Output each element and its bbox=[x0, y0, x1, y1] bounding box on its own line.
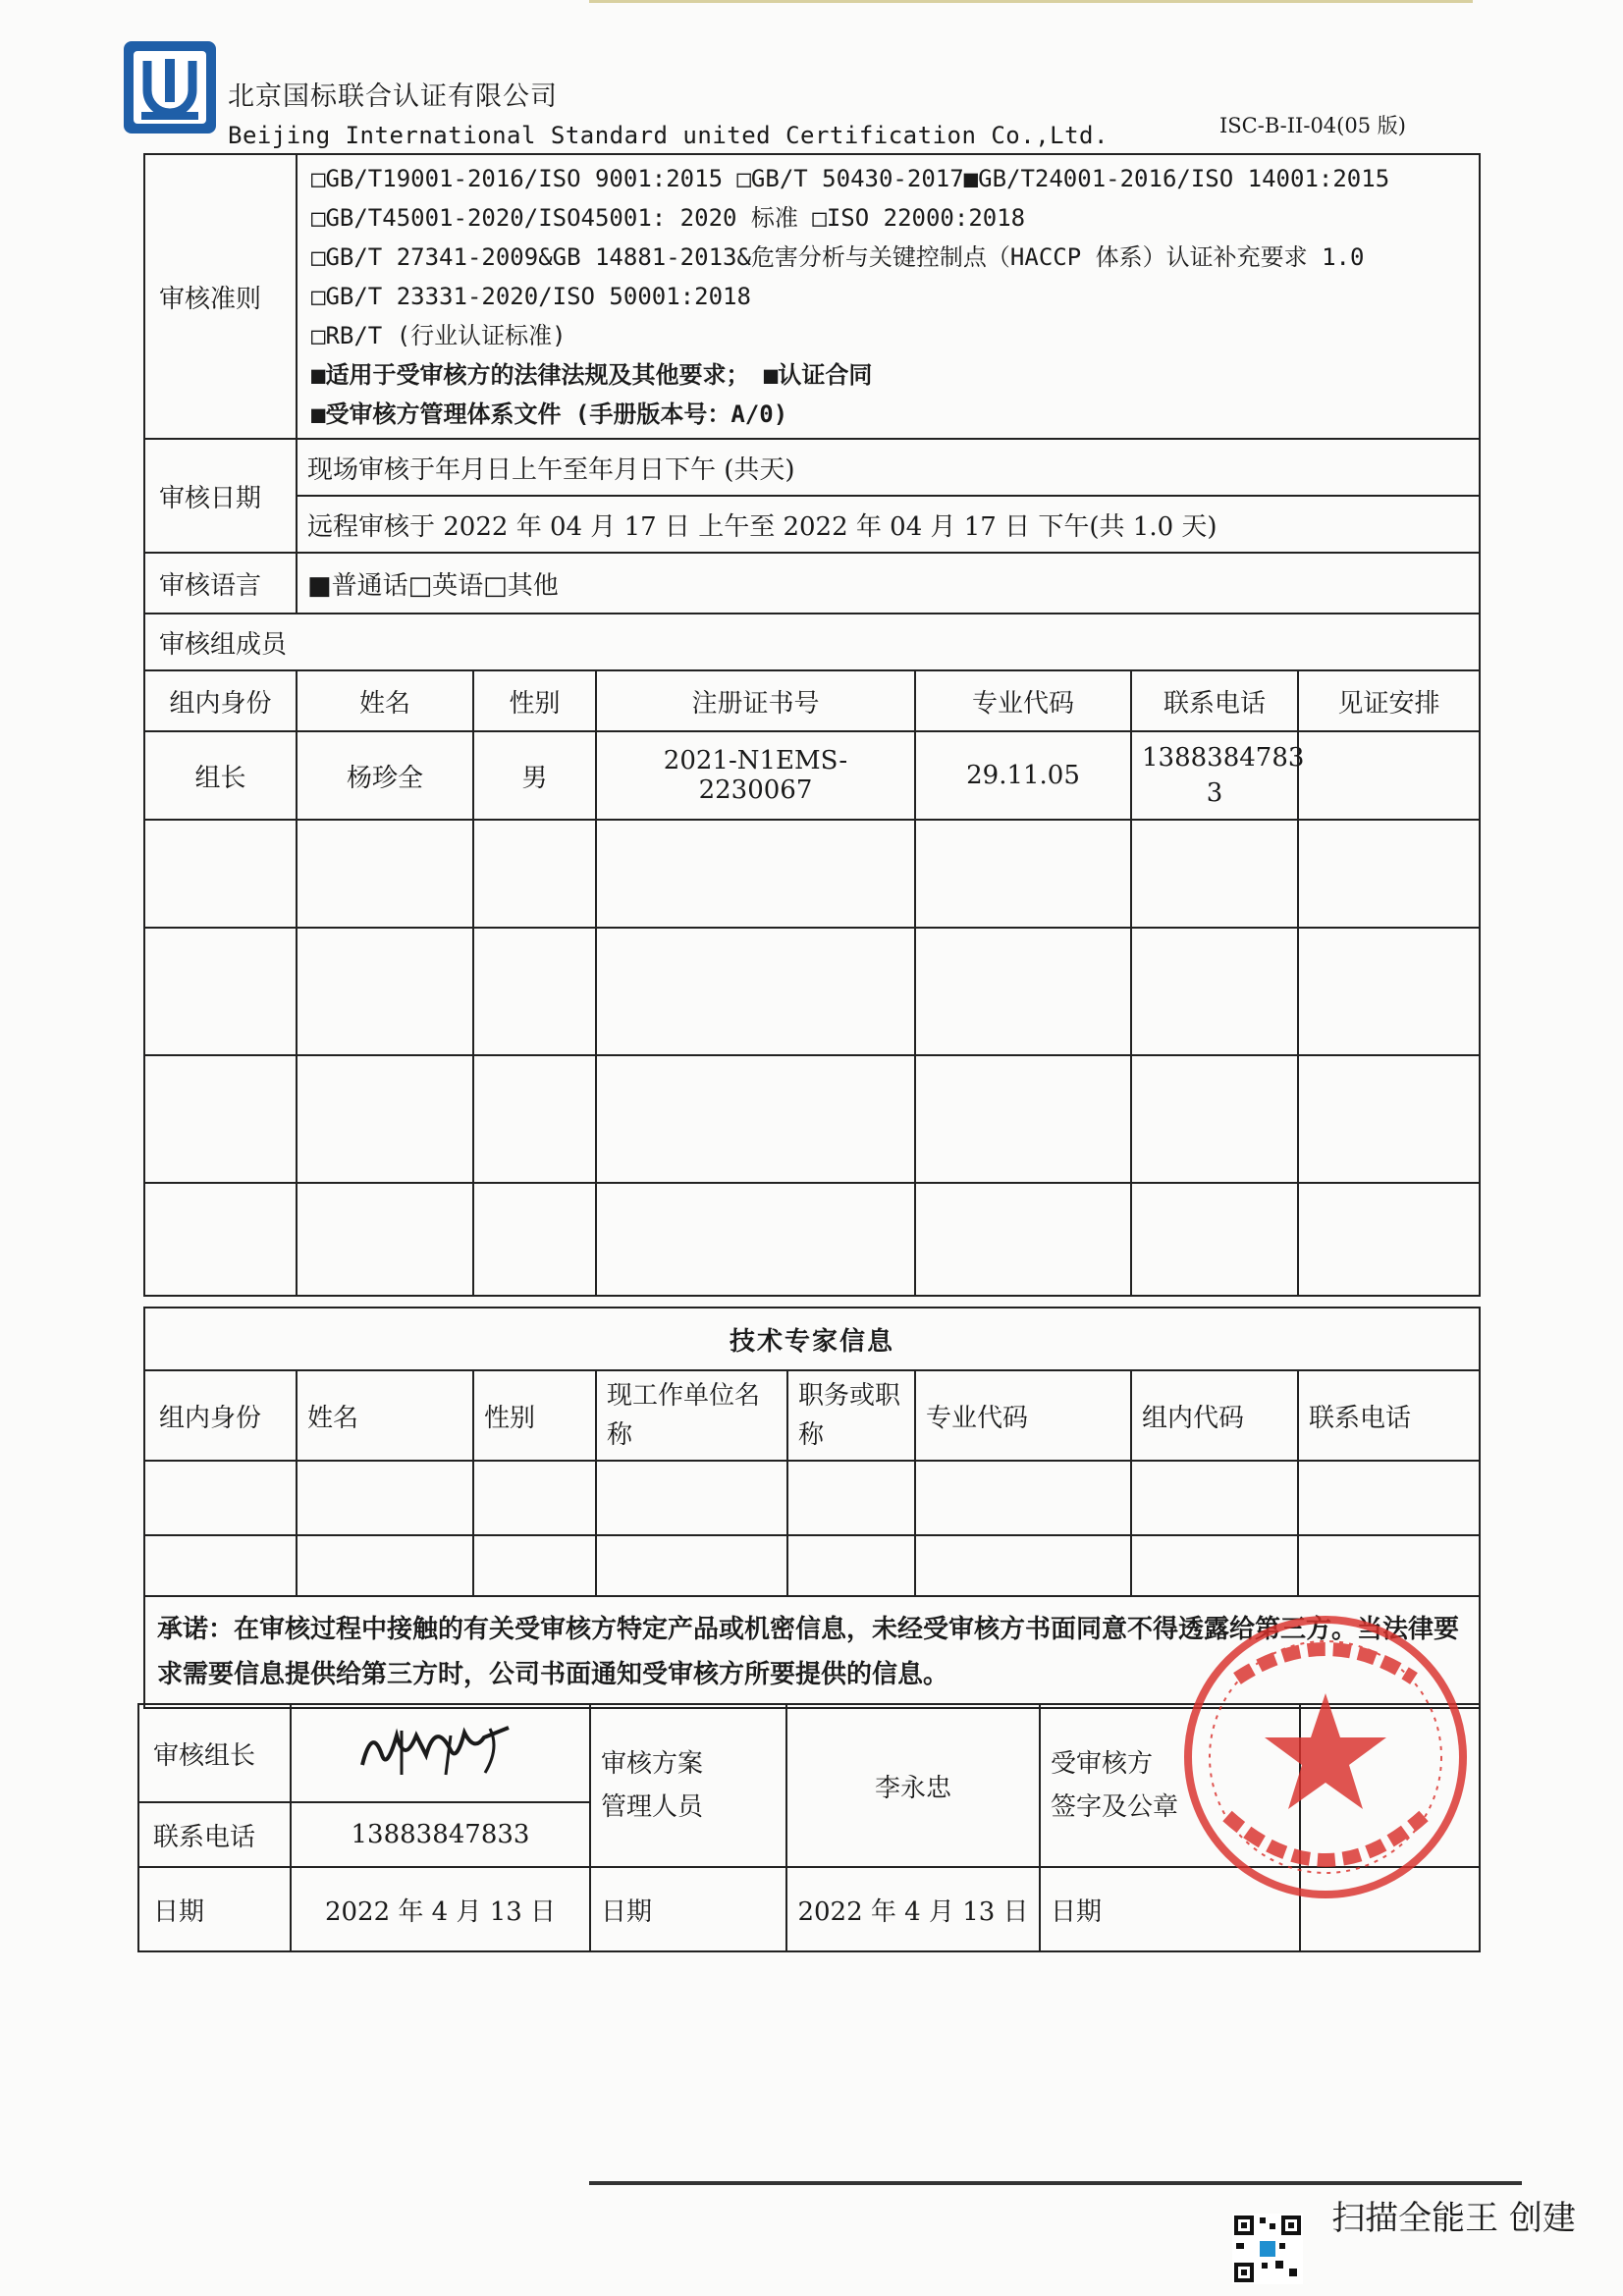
scheme-label bbox=[590, 1704, 786, 1867]
auditee-date-label: 日期 bbox=[1040, 1867, 1300, 1951]
scheme-person: 李永忠 bbox=[786, 1704, 1040, 1867]
scheme-date-label: 日期 bbox=[590, 1867, 786, 1951]
bottom-edge-line bbox=[589, 2181, 1522, 2185]
team-header-witness: 见证安排 bbox=[1298, 670, 1480, 731]
team-row-witness bbox=[1298, 731, 1480, 820]
leader-date-label: 日期 bbox=[138, 1867, 291, 1951]
team-header-phone: 联系电话 bbox=[1131, 670, 1298, 731]
team-header-role: 组内身份 bbox=[144, 670, 297, 731]
leader-signature bbox=[291, 1704, 590, 1802]
expert-header-name: 姓名 bbox=[297, 1370, 473, 1461]
table-row bbox=[144, 820, 1480, 928]
company-name-en: Beijing International Standard united Certification Co.,Ltd. bbox=[228, 122, 1109, 149]
table-row bbox=[144, 1535, 1480, 1596]
table-row bbox=[144, 928, 1480, 1055]
qr-code-icon bbox=[1232, 2214, 1303, 2284]
team-row-phone-line-2: 3 bbox=[1206, 778, 1223, 808]
language-label: 审核语言 bbox=[144, 553, 297, 614]
auditee-label-line-2: 签字及公章 bbox=[1051, 1792, 1179, 1822]
audit-date-label: 审核日期 bbox=[144, 439, 297, 553]
team-row-cert: 2021-N1EMS-2230067 bbox=[596, 731, 915, 820]
company-name-cn: 北京国标联合认证有限公司 bbox=[228, 81, 558, 112]
criteria-line-2: □GB/T45001-2020/ISO45001: 2020 标准 □ISO 22000:2018 bbox=[311, 204, 1026, 232]
app-credit-text: 扫描全能王 创建 bbox=[1331, 2199, 1576, 2238]
team-row-code: 29.11.05 bbox=[915, 731, 1131, 820]
audit-date-remote: 远程审核于 2022 年 04 月 17 日 上午至 2022 年 04 月 17 日 下午(共 1.0 天) bbox=[297, 496, 1480, 553]
table-row bbox=[144, 1183, 1480, 1296]
main-form-table bbox=[143, 153, 1481, 1297]
team-header-name: 姓名 bbox=[297, 670, 473, 731]
expert-header-title: 职务或职称 bbox=[787, 1370, 915, 1461]
isc-logo-icon bbox=[122, 39, 218, 135]
top-edge-line bbox=[589, 0, 1473, 3]
criteria-line-7: ■受审核方管理体系文件 (手册版本号：A/0) bbox=[311, 400, 788, 428]
team-row-phone bbox=[1131, 731, 1305, 820]
expert-section-title: 技术专家信息 bbox=[144, 1308, 1480, 1370]
handwritten-signature-icon bbox=[343, 1711, 539, 1789]
expert-header-code: 专业代码 bbox=[915, 1370, 1131, 1461]
company-seal-stamp bbox=[1178, 1610, 1473, 1904]
form-code: ISC-B-II-04(05 版) bbox=[1219, 114, 1406, 137]
expert-header-phone: 联系电话 bbox=[1298, 1370, 1480, 1461]
table-row bbox=[144, 1055, 1480, 1183]
team-header-code: 专业代码 bbox=[915, 670, 1131, 731]
expert-header-group-code: 组内代码 bbox=[1131, 1370, 1298, 1461]
criteria-line-6: ■适用于受审核方的法律法规及其他要求； ■认证合同 bbox=[311, 361, 873, 389]
criteria-line-3: □GB/T 27341-2009&GB 14881-2013&危害分析与关键控制点（HACCP 体系）认证补充要求 1.0 bbox=[311, 243, 1365, 271]
criteria-line-1: □GB/T19001-2016/ISO 9001:2015 □GB/T 50430-2017■GB/T24001-2016/ISO 14001:2015 bbox=[311, 165, 1390, 192]
leader-date: 2022 年 4 月 13 日 bbox=[291, 1867, 590, 1951]
table-row bbox=[144, 731, 1480, 820]
auditee-label-line-1: 受审核方 bbox=[1051, 1749, 1154, 1779]
team-label: 审核组成员 bbox=[144, 614, 1480, 670]
scheme-label-line-2: 管理人员 bbox=[601, 1792, 704, 1822]
phone-label: 联系电话 bbox=[138, 1802, 291, 1867]
pledge-text: 承诺：在审核过程中接触的有关受审核方特定产品或机密信息，未经受审核方书面同意不得透露给第三方。当法律要求需要信息提供给第三方时，公司书面通知受审核方所要提供的信息。 bbox=[144, 1596, 1480, 1708]
team-row-phone-line-1: 1388384783 bbox=[1142, 743, 1305, 773]
audit-date-onsite: 现场审核于年月日上午至年月日下午 (共天) bbox=[297, 439, 1480, 496]
expert-header-employer: 现工作单位名称 bbox=[596, 1370, 787, 1461]
team-header-gender: 性别 bbox=[473, 670, 596, 731]
language-value: ■普通话□英语□其他 bbox=[297, 553, 1480, 614]
scheme-date: 2022 年 4 月 13 日 bbox=[786, 1867, 1040, 1951]
criteria-cell bbox=[297, 154, 1480, 439]
criteria-line-5: □RB/T (行业认证标准) bbox=[311, 322, 567, 349]
criteria-line-4: □GB/T 23331-2020/ISO 50001:2018 bbox=[311, 283, 751, 310]
expert-header-gender: 性别 bbox=[473, 1370, 596, 1461]
leader-label: 审核组长 bbox=[138, 1704, 291, 1802]
team-row-role: 组长 bbox=[144, 731, 297, 820]
team-row-name: 杨珍全 bbox=[297, 731, 473, 820]
team-header-cert: 注册证书号 bbox=[596, 670, 915, 731]
scheme-label-line-1: 审核方案 bbox=[601, 1749, 704, 1779]
expert-header-role: 组内身份 bbox=[144, 1370, 297, 1461]
criteria-label: 审核准则 bbox=[144, 154, 297, 439]
phone-value: 13883847833 bbox=[291, 1802, 590, 1867]
team-row-gender: 男 bbox=[473, 731, 596, 820]
table-row bbox=[144, 1461, 1480, 1535]
